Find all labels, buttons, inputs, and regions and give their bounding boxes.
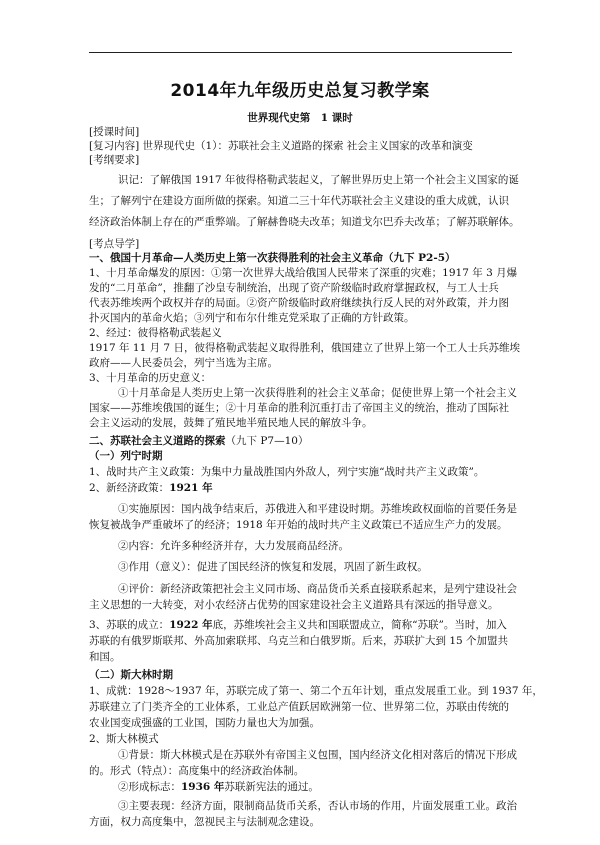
- page-title: 2014年九年级历史总复习教学案: [170, 81, 430, 101]
- review-content-line: [复习内容] 世界现代史（1）：苏联社会主义道路的探索 社会主义国家的改革和演变: [89, 140, 473, 152]
- section2-heading-ref: （九下 P7—10）: [225, 435, 309, 447]
- section2-line: ①实施原因：国内战争结束后，苏俄进入和平建设时期。苏维埃政权面临的首要任务是: [118, 503, 517, 515]
- section2-line: 苏联建立了门类齐全的工业体系，工业总产值跃居欧洲第一位、世界第二位，苏联由传统的: [89, 701, 509, 713]
- section2-line: 的。形式（特点）：高度集中的经济政治体制。: [89, 765, 305, 777]
- section2-heading-title: 二、苏联社会主义道路的探索: [89, 435, 226, 447]
- nep-year: 1921 年: [169, 482, 213, 494]
- section2-line: ④评价：新经济政策把社会主义同市场、商品货币关系直接联系起来，是列宁建设社会: [118, 583, 517, 595]
- section2-line: 主义思想的一大转变，对小农经济占优势的国家建设社会主义道路具有深远的指导意义。: [89, 599, 499, 611]
- nep-prefix: 2、新经济政策：: [89, 482, 170, 494]
- subsection-stalin: （二）斯大林时期: [89, 669, 173, 681]
- nep-line: [89, 481, 519, 495]
- symbol-prefix: ②形成标志：: [118, 781, 181, 793]
- ussr-year: 1922 年: [169, 619, 213, 631]
- subsection-lenin: （一）列宁时期: [89, 450, 163, 462]
- section2-heading: [89, 434, 519, 448]
- section2-line: 1、成就：1928～1937 年，苏联完成了第一、第二个五年计划，重点发展重工业。到 1937 年，: [89, 685, 543, 697]
- section1-line: 会主义运动的发展，鼓舞了殖民地半殖民地人民的解放斗争。: [89, 417, 373, 429]
- section2-line: 和国。: [89, 651, 121, 663]
- requirements-line: 识记：了解俄国 1917 年彼得格勒武装起义，了解世界历史上第一个社会主义国家的诞: [118, 174, 519, 186]
- section1-line: 发的“二月革命”，推翻了沙皇专制统治，出现了资产阶级临时政府掌握政权，与工人士兵: [89, 282, 499, 294]
- section1-line: 扑灭国内的革命火焰；③列宁和布尔什维克党采取了正确的方针政策。: [89, 312, 415, 324]
- symbol-rest: 苏联新宪法的通过。: [224, 781, 319, 793]
- exam-requirements-label: [考纲要求]: [89, 154, 140, 166]
- section1-line: 2、经过：彼得格勒武装起义: [89, 327, 222, 339]
- section1-heading: 一、俄国十月革命—人类历史上第一次获得胜利的社会主义革命（九下 P2-5）: [89, 252, 456, 264]
- ussr-prefix: 3、苏联的成立：: [89, 619, 170, 631]
- formation-symbol-line: [118, 780, 548, 794]
- requirements-line: 经济政治体制上存在的严重弊端。了解赫鲁晓夫改革；知道戈尔巴乔夫改革；了解苏联解体。: [89, 216, 520, 228]
- section1-line: ①十月革命是人类历史上第一次获得胜利的社会主义革命；促使世界上第一个社会主义: [118, 387, 517, 399]
- ussr-founding-line: [89, 618, 519, 632]
- requirements-line: 生；了解列宁在建设方面所做的探索。知道二三十年代苏联社会主义建设的重大成就，认识: [89, 195, 509, 207]
- section2-line: 方面，权力高度集中，忽视民主与法制观念建设。: [89, 816, 320, 828]
- section1-line: 国家——苏维埃俄国的诞生；②十月革命的胜利沉重打击了帝国主义的统治，推动了国际社: [89, 402, 509, 414]
- section2-line: 2、斯大林模式: [89, 733, 159, 745]
- symbol-year: 1936 年: [181, 781, 225, 793]
- top-rule: [89, 52, 512, 53]
- section2-line: ③作用（意义）：促进了国民经济的恢复和发展，巩固了新生政权。: [118, 561, 428, 573]
- page-subtitle: 世界现代史第 1 课时: [247, 112, 353, 124]
- section2-line: 苏联的有俄罗斯联邦、外高加索联邦、乌克兰和白俄罗斯。后来，苏联扩大到 15 个加盟共: [89, 635, 509, 647]
- section2-line: ①背景：斯大林模式是在苏联外有帝国主义包围，国内经济文化相对落后的情况下形成: [118, 749, 517, 761]
- section1-line: 1917 年 11 月 7 日，彼得格勒武装起义取得胜利，俄国建立了世界上第一个工人士兵苏维埃: [89, 342, 520, 354]
- section1-line: 政府——人民委员会，列宁当选为主席。: [89, 357, 278, 369]
- section2-line: ②内容：允许多种经济并存，大力发展商品经济。: [118, 540, 349, 552]
- class-time-label: [授课时间]: [89, 126, 140, 138]
- section2-line: 农业国变成强盛的工业国，国防力量也大为加强。: [89, 717, 320, 729]
- section2-line: 恢复被战争严重破坏了的经济；1918 年开始的战时共产主义政策已不适应生产力的发展。: [89, 519, 508, 531]
- section2-line: ③主要表现：经济方面，限制商品货币关系，否认市场的作用，片面发展重工业。政治: [118, 800, 517, 812]
- section2-line: 1、战时共产主义政策：为集中力量战胜国内外敌人，列宁实施“战时共产主义政策”。: [89, 466, 485, 478]
- section1-line: 代表苏维埃两个政权并存的局面。②资产阶级临时政府继续执行反人民的对外政策，并力图: [89, 297, 509, 309]
- ussr-rest: 底，苏维埃社会主义共和国联盟成立，简称“苏联”。当时，加入: [212, 619, 507, 631]
- guide-label: [考点导学]: [89, 238, 140, 250]
- section1-line: 1、十月革命爆发的原因：①第一次世界大战给俄国人民带来了深重的灾难；1917 年 3 月爆: [89, 267, 518, 279]
- section1-line: 3、十月革命的历史意义：: [89, 372, 212, 384]
